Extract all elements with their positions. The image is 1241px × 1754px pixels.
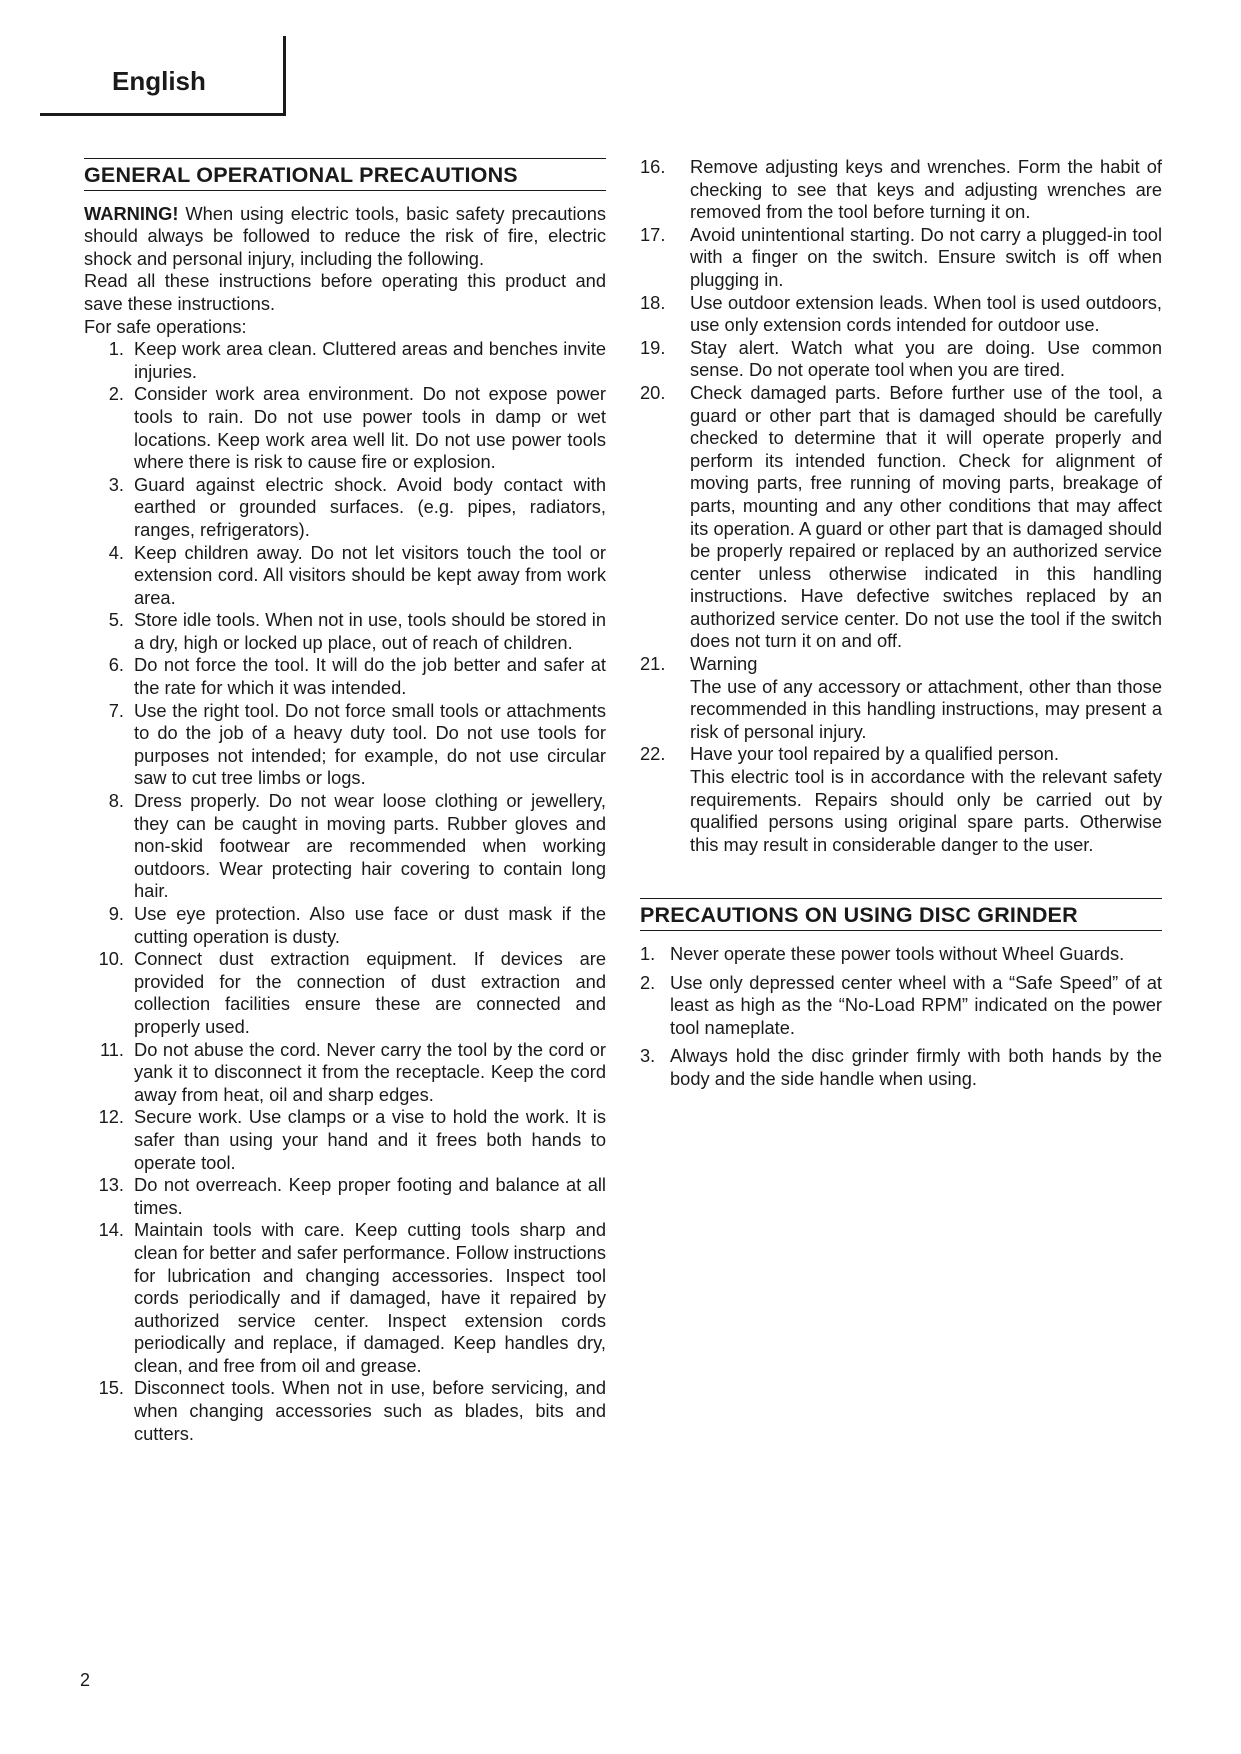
item-text: Dress properly. Do not wear loose clothing or jewellery, they can be caught in moving parts. Rubber gloves and non-skid footwear are recommended when working outdoors. Wear protecting hair covering to contain long hair. [134,790,606,902]
disc-section-title: PRECAUTIONS ON USING DISC GRINDER [640,898,1162,931]
precautions-list-right [640,156,1162,856]
item-text: Secure work. Use clamps or a vise to hold the work. It is safer than using your hand and it frees both hands to operate tool. [134,1106,606,1173]
list-item-continuation [640,676,1162,744]
language-tab-rule-horizontal [40,113,286,116]
item-number: 2. [108,383,124,405]
list-item [640,292,1162,337]
item-number: 3. [108,473,124,495]
item-number: 1. [108,338,124,360]
list-item [84,542,606,610]
list-item [84,903,606,948]
page-number: 2 [80,1670,91,1690]
item-text: Consider work area environment. Do not expose power tools to rain. Do not use power tools in damp or wet locations. Keep work area well lit. Do not use power tools where there is risk to cause fire or explosion. [134,383,606,473]
item-text: Store idle tools. When not in use, tools should be stored in a dry, high or locked up place, out of reach of children. [134,609,606,653]
item-text: Never operate these power tools without Wheel Guards. [670,943,1125,964]
list-item [640,1045,1162,1090]
item-text: Keep work area clean. Cluttered areas and benches invite injuries. [134,338,606,382]
list-item [84,654,606,699]
item-text: Connect dust extraction equipment. If devices are provided for the connection of dust extraction and collection facilities ensure these are connected and properly used. [134,948,606,1037]
item-text: Use the right tool. Do not force small tools or attachments to do the job of a heavy duty tool. Do not use tools for purposes not intended; for example, do not use circular saw to cut tree limbs or logs. [134,699,606,789]
language-tab-rule-vertical [283,36,286,116]
list-item [84,1377,606,1445]
list-item-continuation [640,766,1162,856]
item-text: Keep children away. Do not let visitors touch the tool or extension cord. All visitors should be kept away from work area. [134,541,606,608]
warning-label: WARNING! [84,202,179,224]
item-number: 11. [99,1038,124,1060]
item-number: 8. [108,790,124,812]
language-label: English [112,66,206,96]
list-item [84,1174,606,1219]
item-number: 5. [108,609,124,631]
list-item [640,337,1162,382]
item-text: Disconnect tools. When not in use, before servicing, and when changing accessories such as blades, bits and cutters. [134,1377,606,1444]
item-text: Do not abuse the cord. Never carry the tool by the cord or yank it to disconnect it from the receptacle. Keep the cord away from heat, oil and sharp edges. [134,1038,606,1105]
language-tab [40,36,286,116]
list-item [84,609,606,654]
list-item [640,943,1162,966]
item-number: 10. [98,948,124,970]
item-number: 22. [640,743,666,765]
list-item [84,1106,606,1174]
item-text: Warning [690,653,758,675]
item-text: Do not force the tool. It will do the job better and safer at the rate for which it was intended. [134,654,606,699]
item-text: Stay alert. Watch what you are doing. Use common sense. Do not operate tool when you are tired. [690,336,1162,381]
item-text: The use of any accessory or attachment, other than those recommended in this handling instructions, may present a risk of personal injury. [690,675,1162,742]
item-number: 3. [640,1045,656,1067]
item-number: 18. [640,291,666,313]
list-item [640,743,1162,766]
item-number: 1. [640,943,656,964]
item-text: Do not overreach. Keep proper footing and balance at all times. [134,1174,606,1218]
item-number: 21. [640,653,666,675]
item-text: Use only depressed center wheel with a “Safe Speed” of at least as high as the “No-Load RPM” indicated on the power tool nameplate. [670,971,1162,1038]
item-text: Maintain tools with care. Keep cutting tools sharp and clean for better and safer performance. Follow instructions for lubrication and changing accessories. Inspect tool cords periodically and if damaged, have it repaired by authorized service center. Inspect extension cords periodically and replace, if damaged. Keep handles dry, clean, and free from oil and grease. [134,1219,606,1376]
left-column [84,158,606,1445]
item-number: 14. [98,1219,124,1241]
item-number: 12. [98,1106,124,1128]
list-item [84,338,606,383]
list-item [84,1219,606,1377]
list-item [84,474,606,542]
for-safe-operations: For safe operations: [84,315,247,337]
general-section-title: GENERAL OPERATIONAL PRECAUTIONS [84,158,606,191]
item-number: 20. [640,381,666,403]
item-number: 7. [108,699,124,721]
item-text: Always hold the disc grinder firmly with both hands by the body and the side handle when using. [670,1045,1162,1089]
item-number: 6. [108,654,124,676]
item-number: 13. [98,1174,124,1196]
list-item [640,156,1162,224]
item-number: 19. [640,336,666,358]
item-text: Remove adjusting keys and wrenches. Form the habit of checking to see that keys and adjusting wrenches are removed from the tool before turning it on. [690,156,1162,223]
item-text: Use eye protection. Also use face or dust mask if the cutting operation is dusty. [134,903,606,947]
disc-precautions-list [640,943,1162,1091]
list-item [640,972,1162,1040]
precautions-list-left [84,338,606,1445]
item-number: 2. [640,971,656,993]
warning-text: When using electric tools, basic safety precautions should always be followed to reduce the risk of fire, electric shock and personal injury, including the following. [84,202,606,269]
item-number: 16. [640,156,666,177]
right-column [640,156,1162,1097]
item-text: Check damaged parts. Before further use of the tool, a guard or other part that is damaged should be carefully checked to determine that it will operate properly and perform its intended function. Check for alignment of moving parts, free running of moving parts, breakage of parts, mounting and any other conditions that may affect its operation. A guard or other part that is damaged should be properly repaired or replaced by an authorized service center unless otherwise indicated in this handling instructions. Have defective switches replaced by an authorized service center. Do not use the tool if the switch does not turn it on and off. [690,381,1162,652]
list-item [640,653,1162,676]
list-item [84,383,606,473]
item-number: 9. [108,903,124,924]
list-item [640,224,1162,292]
read-instructions: Read all these instructions before operating this product and save these instructions. [84,270,606,314]
list-item [84,700,606,790]
item-number: 17. [640,223,666,245]
item-text: Guard against electric shock. Avoid body contact with earthed or grounded surfaces. (e.g. pipes, radiators, ranges, refrigerators). [134,473,606,540]
item-number: 15. [98,1377,124,1399]
item-text: Use outdoor extension leads. When tool is used outdoors, use only extension cords intended for outdoor use. [690,291,1162,336]
list-item [84,790,606,903]
item-number: 4. [108,541,124,563]
warning-paragraph [84,203,606,271]
list-item [84,1039,606,1107]
item-text: Avoid unintentional starting. Do not carry a plugged-in tool with a finger on the switch. Ensure switch is off when plugging in. [690,223,1162,290]
list-item [84,948,606,1038]
item-text: This electric tool is in accordance with the relevant safety requirements. Repairs should only be carried out by qualified persons using original spare parts. Otherwise this may result in considerable danger to the user. [690,766,1162,855]
item-text: Have your tool repaired by a qualified person. [690,743,1059,765]
list-item [640,382,1162,653]
